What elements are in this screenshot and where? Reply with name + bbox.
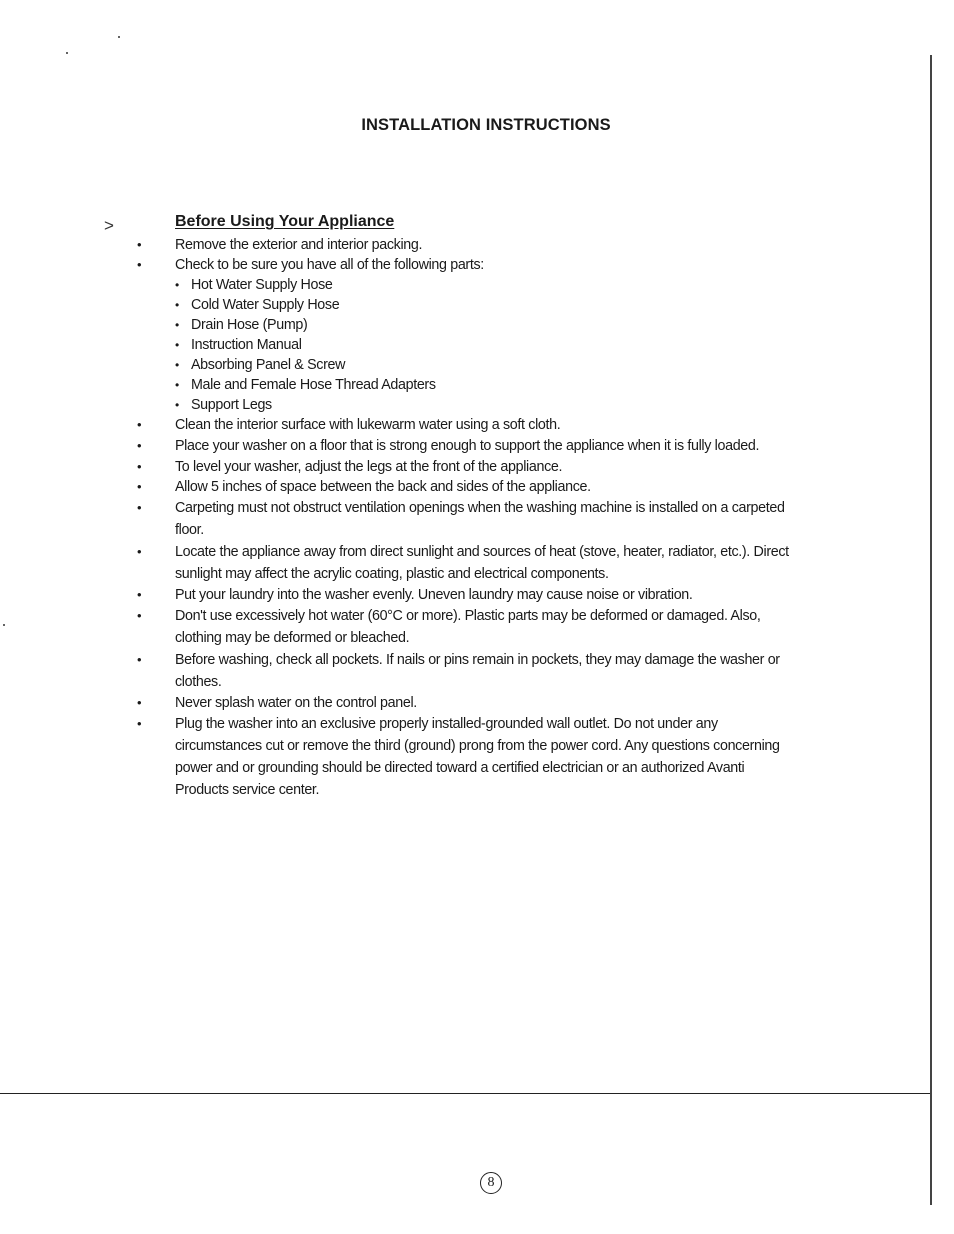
instruction-bullet: • Remove the exterior and interior packing. bbox=[175, 235, 795, 255]
section-heading: Before Using Your Appliance bbox=[175, 213, 395, 230]
parts-list-item: • Drain Hose (Pump) bbox=[175, 315, 795, 335]
page-title: INSTALLATION INSTRUCTIONS bbox=[361, 116, 611, 134]
footer-rule bbox=[0, 1093, 930, 1094]
instruction-bullet: • Allow 5 inches of space between the back and sides of the appliance. bbox=[175, 477, 795, 497]
page-edge-line bbox=[930, 55, 932, 1205]
instruction-bullet: • Clean the interior surface with lukewarm water using a soft cloth. bbox=[175, 415, 795, 435]
scan-speck bbox=[3, 624, 5, 626]
instruction-list bbox=[175, 235, 795, 801]
instruction-bullet: • Plug the washer into an exclusive properly installed-grounded wall outlet. Do not under any circumstances cut or remove the third (ground) prong from the power cord. Any questions concerning power and or grounding should be directed toward a certified electrician or an authorized Avanti Products service center. bbox=[175, 713, 795, 801]
instruction-bullet: • Before washing, check all pockets. If nails or pins remain in pockets, they may damage the washer or clothes. bbox=[175, 649, 795, 693]
instruction-bullet: • Never splash water on the control panel. bbox=[175, 693, 795, 713]
parts-list-item: • Support Legs bbox=[175, 395, 795, 415]
parts-list-item: • Male and Female Hose Thread Adapters bbox=[175, 375, 795, 395]
instruction-bullet: • Don't use excessively hot water (60°C or more). Plastic parts may be deformed or damaged. Also, clothing may be deformed or bleached. bbox=[175, 605, 795, 649]
parts-list-item: • Hot Water Supply Hose bbox=[175, 275, 795, 295]
scan-speck bbox=[118, 36, 120, 38]
margin-arrow-icon: > bbox=[104, 216, 114, 235]
parts-list-item: • Absorbing Panel & Screw bbox=[175, 355, 795, 375]
instruction-bullet: • Check to be sure you have all of the following parts: bbox=[175, 255, 795, 275]
instruction-bullet: • Place your washer on a floor that is strong enough to support the appliance when it is fully loaded. bbox=[175, 435, 795, 457]
parts-list-item: • Instruction Manual bbox=[175, 335, 795, 355]
parts-list-item: • Cold Water Supply Hose bbox=[175, 295, 795, 315]
page-number: 8 bbox=[480, 1172, 502, 1194]
instruction-bullet: • Put your laundry into the washer evenly. Uneven laundry may cause noise or vibration. bbox=[175, 585, 795, 605]
instruction-bullet: • Locate the appliance away from direct sunlight and sources of heat (stove, heater, radiator, etc.). Direct sunlight may affect the acrylic coating, plastic and electrical components. bbox=[175, 541, 795, 585]
instruction-bullet: • To level your washer, adjust the legs at the front of the appliance. bbox=[175, 457, 795, 477]
instruction-bullet: • Carpeting must not obstruct ventilation openings when the washing machine is installed on a carpeted floor. bbox=[175, 497, 795, 541]
scan-speck bbox=[66, 52, 68, 54]
